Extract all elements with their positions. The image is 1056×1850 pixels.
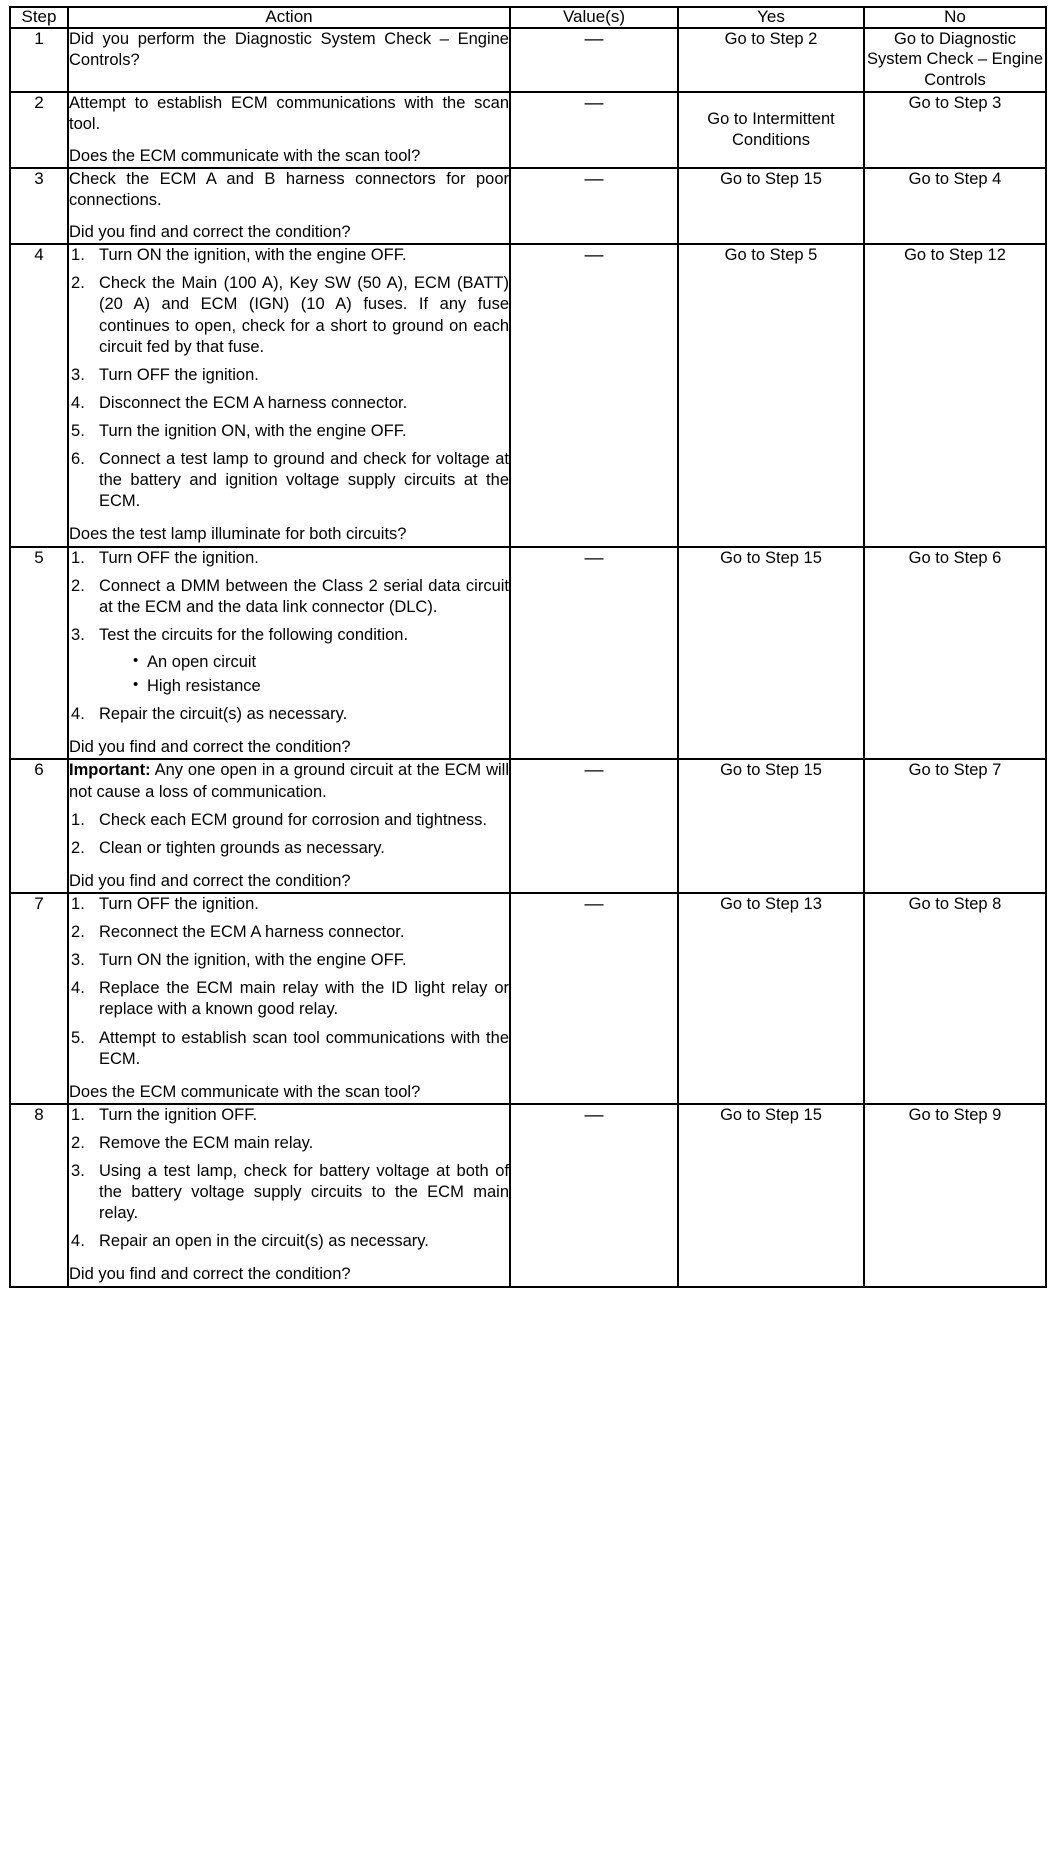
yes-cell: Go to Step 15 <box>678 547 864 760</box>
no-cell: Go to Step 4 <box>864 168 1046 244</box>
action-cell <box>68 28 510 92</box>
important-text: Any one open in a ground circuit at the ECM will not cause a loss of communication. <box>69 761 509 801</box>
action-question: Does the ECM communicate with the scan tool? <box>69 1082 421 1101</box>
table-row <box>10 28 1046 92</box>
yes-cell: Go to Intermittent Conditions <box>678 92 864 168</box>
no-cell: Go to Diagnostic System Check – Engine Controls <box>864 28 1046 92</box>
action-paragraph: Attempt to establish ECM communications with the scan tool. <box>69 93 509 133</box>
no-cell: Go to Step 7 <box>864 759 1046 893</box>
substep-item: Connect a DMM between the Class 2 serial data circuit at the ECM and the data link connector (DLC). <box>99 576 509 616</box>
action-question: Does the ECM communicate with the scan tool? <box>69 146 421 165</box>
value-cell: — <box>510 92 678 168</box>
step-number: 4 <box>10 244 68 546</box>
substep-list <box>69 894 509 1070</box>
column-header-value: Value(s) <box>510 7 678 28</box>
action-paragraph: Check the ECM A and B harness connectors for poor connections. <box>69 169 509 209</box>
step-number: 7 <box>10 893 68 1104</box>
table-row <box>10 759 1046 893</box>
table-body <box>10 28 1046 1287</box>
substep-item: Replace the ECM main relay with the ID light relay or replace with a known good relay. <box>99 979 509 1019</box>
substep-item: Repair the circuit(s) as necessary. <box>99 705 348 724</box>
header-row <box>10 7 1046 28</box>
value-cell: — <box>510 28 678 92</box>
substep-item: Check each ECM ground for corrosion and tightness. <box>99 810 487 829</box>
table-row <box>10 244 1046 546</box>
diagnostic-procedure-table <box>9 6 1047 1288</box>
action-cell <box>68 168 510 244</box>
value-cell: — <box>510 244 678 546</box>
step-number: 5 <box>10 547 68 760</box>
action-cell <box>68 759 510 893</box>
condition-bullet-list <box>99 652 509 697</box>
yes-cell: Go to Step 15 <box>678 1104 864 1287</box>
bullet-item: • An open circuit <box>133 652 509 673</box>
substep-text: Test the circuits for the following condition. <box>99 625 409 644</box>
substep-list <box>69 810 509 859</box>
yes-cell: Go to Step 15 <box>678 168 864 244</box>
action-cell <box>68 893 510 1104</box>
value-cell: — <box>510 893 678 1104</box>
action-paragraph: Did you perform the Diagnostic System Check – Engine Controls? <box>69 29 509 69</box>
substep-item: Turn OFF the ignition. <box>99 365 259 384</box>
action-cell <box>68 244 510 546</box>
column-header-no: No <box>864 7 1046 28</box>
yes-cell: Go to Step 13 <box>678 893 864 1104</box>
table-header <box>10 7 1046 28</box>
substep-item: Turn OFF the ignition. <box>99 894 259 913</box>
substep-list <box>69 548 509 726</box>
substep-item: Attempt to establish scan tool communications with the ECM. <box>99 1028 509 1068</box>
value-cell: — <box>510 547 678 760</box>
substep-item: Turn the ignition ON, with the engine OFF. <box>99 421 407 440</box>
substep-item: Using a test lamp, check for battery voltage at both of the battery voltage supply circuits to the ECM main relay. <box>99 1162 509 1223</box>
column-header-step: Step <box>10 7 68 28</box>
step-number: 8 <box>10 1104 68 1287</box>
column-header-yes: Yes <box>678 7 864 28</box>
action-cell <box>68 1104 510 1287</box>
bullet-item: • High resistance <box>133 676 509 697</box>
table-row <box>10 92 1046 168</box>
yes-cell: Go to Step 15 <box>678 759 864 893</box>
substep-item: Turn the ignition OFF. <box>99 1105 258 1124</box>
substep-item: Turn ON the ignition, with the engine OFF. <box>99 951 407 970</box>
substep-item: Remove the ECM main relay. <box>99 1133 314 1152</box>
action-question: Did you find and correct the condition? <box>69 738 351 757</box>
action-question: Did you find and correct the condition? <box>69 1265 351 1284</box>
yes-cell: Go to Step 5 <box>678 244 864 546</box>
action-cell <box>68 547 510 760</box>
table-row <box>10 547 1046 760</box>
important-note <box>69 760 509 802</box>
table-row <box>10 893 1046 1104</box>
value-cell: — <box>510 759 678 893</box>
substep-item: Disconnect the ECM A harness connector. <box>99 393 408 412</box>
table-row <box>10 1104 1046 1287</box>
action-question: Does the test lamp illuminate for both circuits? <box>69 525 407 544</box>
no-cell: Go to Step 3 <box>864 92 1046 168</box>
substep-item: Turn ON the ignition, with the engine OFF. <box>99 246 407 265</box>
table-row <box>10 168 1046 244</box>
value-cell: — <box>510 1104 678 1287</box>
column-header-action: Action <box>68 7 510 28</box>
substep-item <box>69 625 509 697</box>
substep-item: Check the Main (100 A), Key SW (50 A), ECM (BATT) (20 A) and ECM (IGN) (10 A) fuses. If any fuse continues to open, check for a short to ground on each circuit fed by that fuse. <box>99 274 509 356</box>
step-number: 2 <box>10 92 68 168</box>
step-number: 1 <box>10 28 68 92</box>
substep-item: Connect a test lamp to ground and check for voltage at the battery and ignition voltage supply circuits at the ECM. <box>99 450 509 511</box>
substep-list <box>69 245 509 512</box>
yes-cell: Go to Step 2 <box>678 28 864 92</box>
action-question: Did you find and correct the condition? <box>69 223 351 242</box>
no-cell: Go to Step 8 <box>864 893 1046 1104</box>
no-cell: Go to Step 6 <box>864 547 1046 760</box>
no-cell: Go to Step 9 <box>864 1104 1046 1287</box>
substep-item: Repair an open in the circuit(s) as necessary. <box>99 1232 429 1251</box>
step-number: 6 <box>10 759 68 893</box>
no-cell: Go to Step 12 <box>864 244 1046 546</box>
substep-item: Turn OFF the ignition. <box>99 548 259 567</box>
value-cell: — <box>510 168 678 244</box>
substep-item: Clean or tighten grounds as necessary. <box>99 838 385 857</box>
action-cell <box>68 92 510 168</box>
substep-list <box>69 1105 509 1253</box>
action-question: Did you find and correct the condition? <box>69 871 351 890</box>
important-label: Important: <box>69 761 151 780</box>
step-number: 3 <box>10 168 68 244</box>
substep-item: Reconnect the ECM A harness connector. <box>99 923 405 942</box>
